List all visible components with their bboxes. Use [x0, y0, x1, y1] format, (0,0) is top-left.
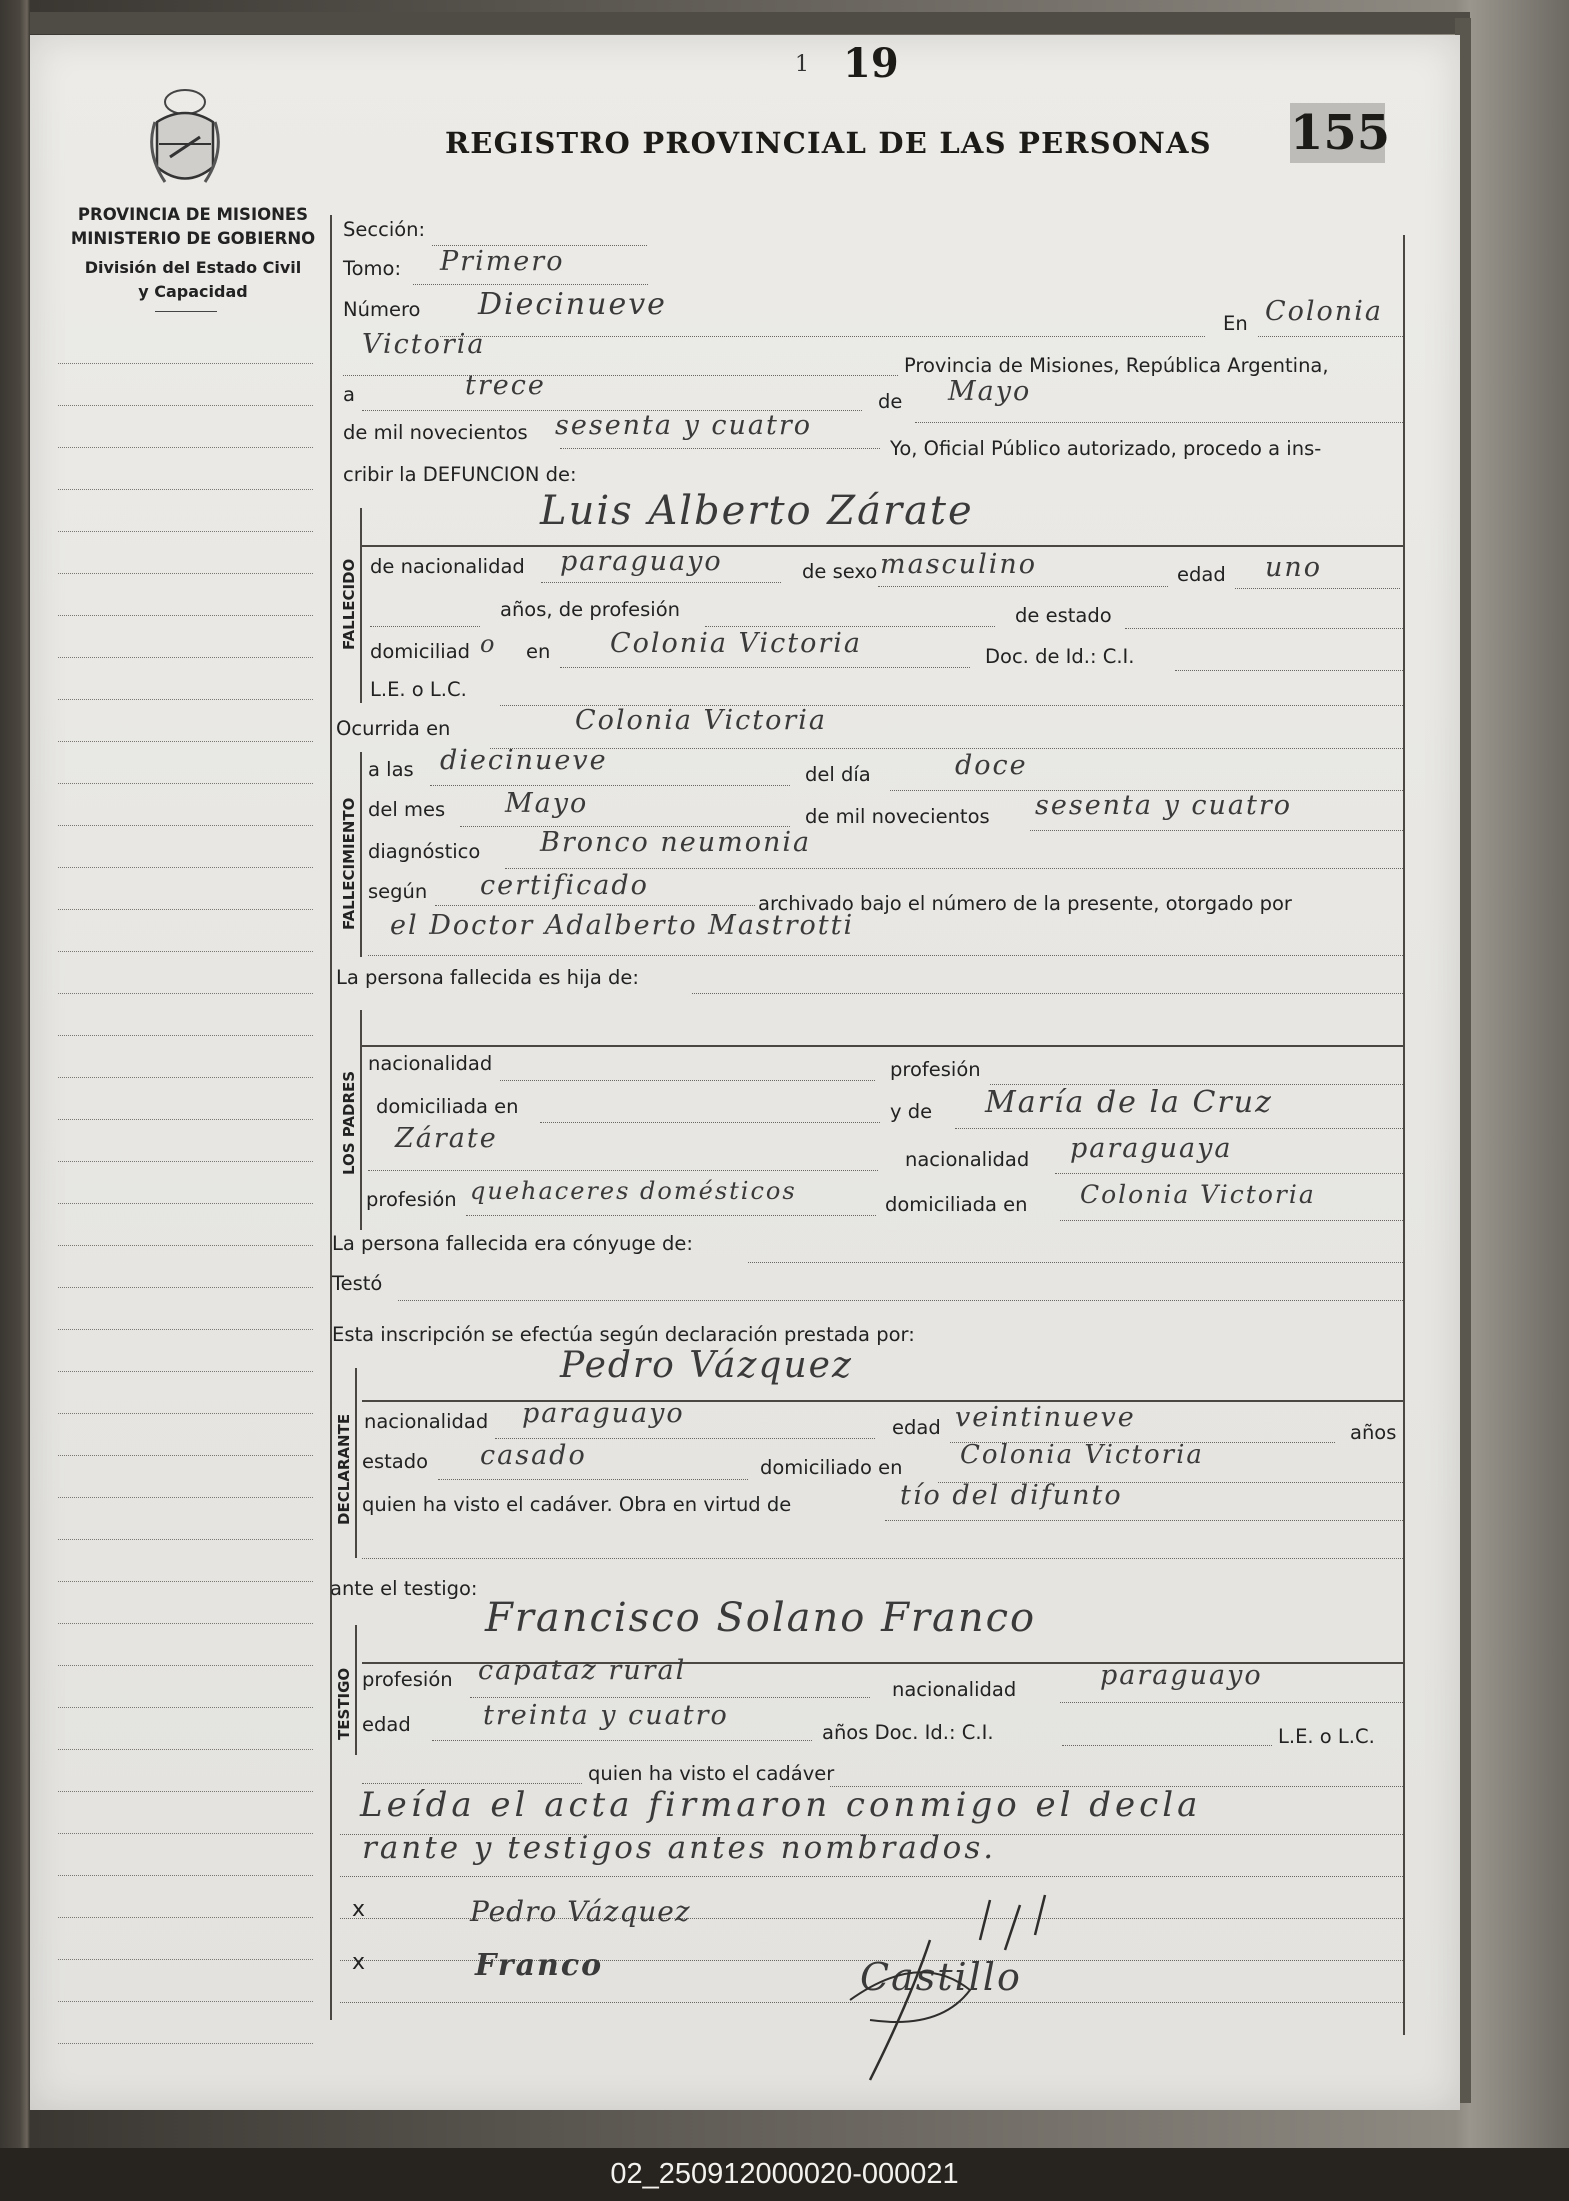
decl-estado-label: estado: [362, 1450, 429, 1473]
dia-value: trece: [465, 370, 546, 401]
testigo-section-label: TESTIGO: [335, 1667, 353, 1740]
decl-extra-field: [362, 1558, 1403, 1559]
anios-profesion-label: años, de profesión: [500, 598, 680, 621]
margin-rule: [58, 1875, 313, 1876]
mes-value: Mayo: [948, 376, 1032, 407]
margin-rule: [58, 1623, 313, 1624]
test-profesion-label: profesión: [362, 1668, 453, 1691]
y-de-label: y de: [890, 1100, 933, 1123]
page-number-prefix: 1: [795, 52, 809, 77]
padre-nacionalidad-field: [500, 1080, 875, 1081]
hija-de-field: [692, 993, 1403, 994]
test-anios-doc-label: años Doc. Id.: C.I.: [822, 1721, 994, 1744]
decl-nacionalidad-value: paraguayo: [522, 1398, 685, 1429]
margin-rule: [58, 1833, 313, 1834]
decl-edad-value: veintinueve: [955, 1402, 1136, 1433]
numero-value: Diecinueve: [478, 287, 667, 322]
conyuge-field: [748, 1262, 1403, 1263]
margin-rule: [58, 1959, 313, 1960]
signature-official: Castillo: [860, 1955, 1022, 1999]
closing-line-2: rante y testigos antes nombrados.: [362, 1830, 997, 1866]
test-visto-label: quien ha visto el cadáver: [588, 1762, 835, 1785]
provincia-text: Provincia de Misiones, República Argentina,: [904, 354, 1329, 377]
sexo-field: [878, 586, 1168, 587]
margin-rule: [58, 363, 313, 364]
ocurrida-field: [490, 748, 1403, 749]
page-number: 19: [843, 40, 899, 87]
declarante-name: Pedro Vázquez: [560, 1345, 853, 1386]
anio-value: sesenta y cuatro: [555, 410, 813, 441]
org-division: División del Estado Civil: [84, 258, 302, 277]
diagnostico-value: Bronco neumonia: [540, 827, 812, 858]
a-label: a: [343, 383, 355, 406]
de-label: de: [878, 390, 903, 413]
folio-stamp-number: 155: [1290, 105, 1391, 161]
margin-rule: [58, 1119, 313, 1120]
margin-rule: [58, 993, 313, 994]
inscripcion-text: Esta inscripción se efectúa según declaración prestada por:: [332, 1323, 915, 1346]
ocurrida-label: Ocurrida en: [336, 717, 451, 740]
mes-field: [915, 422, 1403, 423]
madre-domicilio-field: [1060, 1220, 1403, 1221]
fallecido-name-line: [362, 545, 1403, 547]
sexo-label: de sexo: [802, 560, 878, 583]
padre-nacionalidad-label: nacionalidad: [368, 1052, 493, 1075]
domicilio-en-label: en: [526, 640, 551, 663]
nacionalidad-value: paraguayo: [560, 546, 723, 577]
padre-domiciliado-label: domiciliada en: [376, 1095, 519, 1118]
test-nacionalidad-label: nacionalidad: [892, 1678, 1017, 1701]
nacionalidad-field: [541, 582, 781, 583]
place-field: [343, 375, 898, 376]
segun-value: certificado: [480, 870, 649, 901]
decl-nacionalidad-field: [495, 1438, 875, 1439]
margin-rule: [58, 825, 313, 826]
margin-rule: [58, 1245, 313, 1246]
signature-testigo: Franco: [475, 1948, 604, 1983]
padre-domicilio-field: [540, 1122, 880, 1123]
madre-apellido: Zárate: [395, 1123, 498, 1154]
doctor-value: el Doctor Adalberto Mastrotti: [390, 910, 855, 941]
margin-rule: [58, 447, 313, 448]
numero-label: Número: [343, 298, 421, 321]
padres-bracket: [360, 1010, 362, 1230]
domiciliado-suffix: o: [480, 630, 497, 658]
margin-rule: [58, 1329, 313, 1330]
en-field: [1258, 336, 1403, 337]
margin-rule: [58, 1497, 313, 1498]
doc-label: Doc. de Id.: C.I.: [985, 645, 1135, 668]
decl-visto-text: quien ha visto el cadáver. Obra en virtud de: [362, 1493, 792, 1516]
document-title: REGISTRO PROVINCIAL DE LAS PERSONAS: [445, 126, 1212, 160]
form-left-border: [330, 215, 332, 2020]
declarante-name-line: [362, 1400, 1403, 1402]
margin-rule: [58, 1917, 313, 1918]
margin-rule: [58, 1539, 313, 1540]
margin-rule: [58, 1203, 313, 1204]
madre-profesion-label: profesión: [366, 1188, 457, 1211]
test-edad-label: edad: [362, 1713, 411, 1736]
form-right-border: [1403, 235, 1405, 2035]
margin-rule: [58, 1581, 313, 1582]
fallecido-section-label: FALLECIDO: [340, 558, 358, 650]
madre-name-field: [955, 1128, 1403, 1129]
mes-fallecimiento-value: Mayo: [505, 788, 589, 819]
margin-rule: [58, 405, 313, 406]
fallecimiento-section-label: FALLECIMIENTO: [340, 797, 358, 930]
signature-declarante: Pedro Vázquez: [470, 1895, 691, 1928]
nacionalidad-label: de nacionalidad: [370, 555, 525, 578]
yo-text: Yo, Oficial Público autorizado, procedo a ins-: [890, 437, 1322, 460]
profesion-field: [705, 626, 995, 627]
margin-rule: [58, 2043, 313, 2044]
anios-field: [370, 626, 480, 627]
test-nacionalidad-value: paraguayo: [1100, 1660, 1263, 1691]
tomo-value: Primero: [440, 246, 565, 277]
fallecido-name: Luis Alberto Zárate: [540, 488, 974, 534]
margin-rule: [58, 657, 313, 658]
coat-of-arms-icon: [145, 82, 225, 197]
conyuge-label: La persona fallecida era cónyuge de:: [332, 1232, 693, 1255]
madre-domiciliada-label: domiciliada en: [885, 1193, 1028, 1216]
book-top-edge: [30, 12, 1470, 34]
test-edad-value: treinta y cuatro: [483, 1700, 729, 1731]
a-las-label: a las: [368, 758, 414, 781]
madre-profesion-value: quehaceres domésticos: [470, 1177, 797, 1205]
tomo-field: [413, 284, 648, 285]
en-label: En: [1223, 312, 1248, 335]
image-caption: 02_250912000020-000021: [610, 2158, 959, 2190]
margin-rule: [58, 1035, 313, 1036]
margin-rule: [58, 783, 313, 784]
margin-rule: [58, 1665, 313, 1666]
dia-fallecimiento-value: doce: [955, 750, 1028, 781]
edad-value: uno: [1265, 552, 1323, 583]
margin-rule: [58, 489, 313, 490]
madre-nacionalidad-label: nacionalidad: [905, 1148, 1030, 1171]
madre-profesion-field: [466, 1215, 876, 1216]
signature-mark-2: x: [352, 1950, 366, 1975]
madre-name: María de la Cruz: [985, 1085, 1273, 1120]
le-lc-label: L.E. o L.C.: [370, 678, 467, 701]
margin-rule: [58, 1161, 313, 1162]
org-underline: [155, 311, 217, 312]
org-ministry: MINISTERIO DE GOBIERNO: [70, 229, 316, 248]
hija-de-label: La persona fallecida es hija de:: [336, 966, 639, 989]
org-division-2: y Capacidad: [138, 282, 248, 301]
margin-rule: [58, 2001, 313, 2002]
signature-mark-1: x: [352, 1897, 366, 1922]
decl-edad-label: edad: [892, 1416, 941, 1439]
cribir-text: cribir la DEFUNCION de:: [343, 463, 577, 486]
test-doc-field: [1062, 1745, 1272, 1746]
margin-rule: [58, 1455, 313, 1456]
sexo-value: masculino: [880, 549, 1037, 580]
madre-apellido-field: [368, 1170, 878, 1171]
estado-label: de estado: [1015, 604, 1112, 627]
estado-field: [1125, 628, 1403, 629]
test-edad-field: [432, 1740, 812, 1741]
testigo-label: ante el testigo:: [330, 1577, 478, 1600]
margin-rule: [58, 573, 313, 574]
closing-line-1: Leída el acta firmaron conmigo el decla: [360, 1785, 1202, 1825]
domicilio-value: Colonia Victoria: [610, 628, 863, 659]
ocurrida-value: Colonia Victoria: [575, 705, 828, 736]
margin-rule: [58, 1413, 313, 1414]
archivado-text: archivado bajo el número de la presente, otorgado por: [758, 892, 1292, 915]
edad-field: [1235, 588, 1400, 589]
anio-fallecimiento-value: sesenta y cuatro: [1035, 790, 1293, 821]
del-mes-label: del mes: [368, 798, 446, 821]
decl-nacionalidad-label: nacionalidad: [364, 1410, 489, 1433]
test-le-lc-label: L.E. o L.C.: [1278, 1725, 1375, 1748]
testigo-bracket: [355, 1625, 357, 1755]
decl-anios-label: años: [1350, 1421, 1397, 1444]
anio-field: [560, 448, 880, 449]
madre-nacionalidad-field: [1055, 1173, 1403, 1174]
margin-rule: [58, 531, 313, 532]
tomo-label: Tomo:: [343, 257, 402, 280]
padre-profesion-label: profesión: [890, 1058, 981, 1081]
margin-rule: [58, 615, 313, 616]
margin-rule: [58, 699, 313, 700]
decl-domiciliado-label: domiciliado en: [760, 1456, 903, 1479]
margin-rule: [58, 1077, 313, 1078]
decl-domicilio-value: Colonia Victoria: [960, 1440, 1204, 1470]
decl-estado-field: [438, 1479, 748, 1480]
padre-name-line: [362, 1045, 1403, 1047]
margin-rule: [58, 1791, 313, 1792]
margin-rule: [58, 867, 313, 868]
test-visto-field: [362, 1783, 582, 1784]
edad-label: edad: [1177, 563, 1226, 586]
del-dia-label: del día: [805, 763, 871, 786]
doc-field: [1175, 670, 1403, 671]
org-province: PROVINCIA DE MISIONES: [77, 205, 309, 224]
margin-rule: [58, 1707, 313, 1708]
decl-estado-value: casado: [480, 1440, 587, 1471]
segun-field: [435, 905, 755, 906]
margin-rule: [58, 1287, 313, 1288]
segun-label: según: [368, 880, 428, 903]
declarante-section-label: DECLARANTE: [335, 1413, 353, 1525]
madre-domicilio-value: Colonia Victoria: [1080, 1180, 1316, 1209]
hora-field: [430, 785, 790, 786]
diagnostico-label: diagnóstico: [368, 840, 481, 863]
seccion-label: Sección:: [343, 218, 426, 241]
mil-novecientos-label: de mil novecientos: [805, 805, 990, 828]
margin-rule: [58, 741, 313, 742]
test-profesion-field: [470, 1697, 870, 1698]
place-value: Victoria: [362, 329, 486, 360]
hora-value: diecinueve: [440, 745, 608, 776]
declarante-bracket: [355, 1368, 357, 1558]
en-value: Colonia: [1265, 296, 1383, 327]
closing-rule-2: [340, 1876, 1403, 1877]
mil-label: de mil novecientos: [343, 421, 528, 444]
testo-field: [398, 1300, 1403, 1301]
test-profesion-value: capataz rural: [478, 1655, 687, 1686]
anio-fallecimiento-field: [1030, 830, 1403, 831]
fallecido-bracket: [360, 508, 362, 703]
domiciliado-label: domiciliad: [370, 640, 471, 663]
madre-nacionalidad-value: paraguaya: [1070, 1133, 1233, 1164]
padres-section-label: LOS PADRES: [340, 1070, 358, 1175]
testo-label: Testó: [332, 1272, 383, 1295]
testigo-name: Francisco Solano Franco: [485, 1595, 1037, 1641]
decl-virtud-field: [885, 1520, 1403, 1521]
test-nacionalidad-field: [1060, 1702, 1403, 1703]
margin-rule: [58, 1749, 313, 1750]
margin-rule: [58, 951, 313, 952]
doctor-field: [368, 955, 1403, 956]
margin-rule: [58, 909, 313, 910]
margin-rule: [58, 1371, 313, 1372]
signature-flourish-icon: [790, 1880, 1120, 2090]
fallecimiento-bracket: [360, 752, 362, 957]
numero-field: [440, 336, 1205, 337]
diagnostico-field: [505, 868, 1403, 869]
decl-virtud-value: tío del difunto: [900, 1480, 1123, 1511]
domicilio-field: [560, 667, 970, 668]
